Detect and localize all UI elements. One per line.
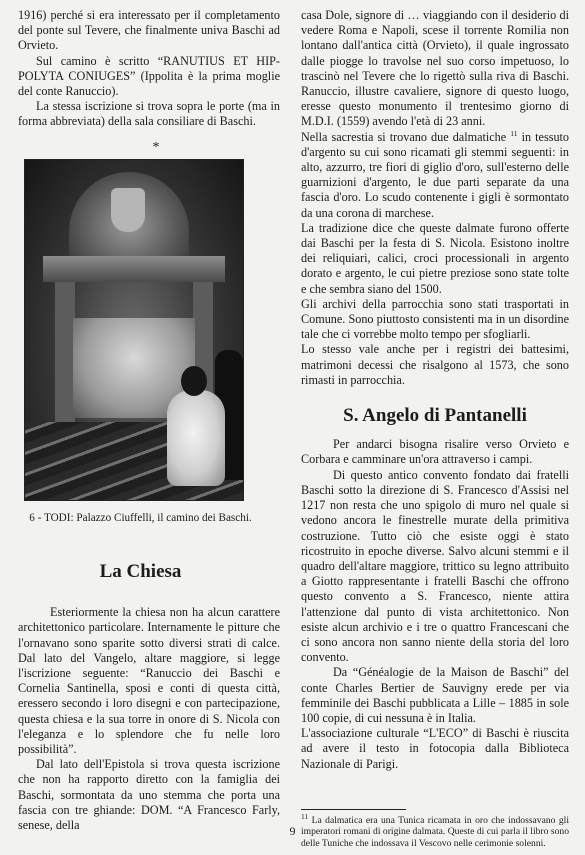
section-heading: S. Angelo di Pantanelli [343,405,527,427]
paragraph: Esteriormente la chiesa non ha alcun carattere architettonico particolare. Internamente le pitture che l'ornavano sono sparite sotto diversi strati di calce. Dal lato del Vangelo, altare maggiore, si legge l'iscrizione seguente: “Ranuccio dei Baschi e Cornelia Santinella, sposi e conti di questa città, eressero secondo i loro disegni e con partecipazione, questa chiesa e la sua torre in onore di S. Nicola con l'eleganza e lo splendore che fu nelle loro possibilità”. [18,605,280,757]
paragraph-text: in tessuto d'argento su cui sono ricamati gli stemmi seguenti: in alto, azzurro, tre fiori di giglio d'oro, sull'esterno delle guarnizioni d'argento, le due parti separate da una fascia d'oro. Lo scudo contenente i gigli è sormontato da una corona di marchese. [301,129,570,220]
paragraph: Sul camino è scritto “RANUTIUS ET HIP-POLYTA CONIUGES” (Ippolita è la prima moglie del conte Ranuccio). [18,53,280,99]
footnote-divider [301,809,406,810]
paragraph: casa Dole, signore di … viaggiando con il desiderio di vedere Roma e Napoli, scese il torrente Romilia non lontano dall'antica città (Orvieto), il quale ingrossato dalle piogge lo travolse nel suo corso impetuoso, lo trascinò nel Tevere che lo rigettò sulla riva di Baschi. Ranuccio, illustre cavaliere, signore di questo luogo, eresse questo monumento il trentesimo giorno di M.D.I. (1559) avendo l'età di 23 anni. [301,8,569,129]
photo-caption: 6 - TODI: Palazzo Ciuffelli, il camino dei Baschi. [29,511,252,524]
paragraph: Gli archivi della parrocchia sono stati trasportati in Comune. Sono piuttosto consistenti ma in un disordine tale che ci vorrebbe molto tempo per sfogliarli. [301,296,569,342]
paragraph: Di questo antico convento fondato dai fratelli Baschi sotto la direzione di S. Francesco d'Assisi nel 1217 non resta che uno spigolo di muro nel quale si vedono ancora le finestrelle murate della primitiva costruzione. Tutto ciò che esiste oggi è stato ricostruito in epoche diverse. Salvo alcuni stemmi e il quadro dell'altare maggiore, trittico su legno attribuito a Giotto rappresentante i fratelli Baschi che offrono questo convento a S. Francesco, niente attira l'attenzione dal punto di vista architettonico. Non esiste alcun archivio e i tre o quattro Francescani che ci sono ancora non sanno niente della storia del loro convento. [301,467,569,665]
paragraph: La tradizione dice che queste dalmate furono offerte dai Baschi per la festa di S. Nicola. Esistono inoltre dei reliquiari, calici, croci processionali in argento dorato e argento, le cui pietre preziose sono state tolte e che sembra siano del 1500. [301,220,569,296]
paragraph: Dal lato dell'Epistola si trova questa iscrizione che non ha rapporto diretto con la famiglia dei Baschi, sormontata da uno stemma che porta una fascia con tre ghiande: DOM. “A Francesco Farly, senese, della [18,757,280,833]
left-column [18,8,280,833]
paragraph: L'associazione culturale “L'ECO” di Baschi è riuscita ad avere il testo in fotocopia dalla Biblioteca Nazionale di Parigi. [301,726,569,771]
paragraph-text: Nella sacrestia si trovano due dalmatiche [301,129,507,144]
paragraph [301,130,569,221]
paragraph: 1916) perché si era interessato per il completamento del ponte sul Tevere, che finalmente univa Baschi ad Orvieto. [18,8,280,53]
footnote-reference: 11 [510,128,518,138]
section-heading: La Chiesa [99,561,182,583]
page-number: 9 [289,824,296,838]
paragraph: Lo stesso vale anche per i registri dei battesimi, matrimoni decessi che risalgono al 1573, che sono rimasti in parrocchia. [301,342,569,387]
section-separator: * [152,139,160,155]
paragraph: La stessa iscrizione si trova sopra le porte (ma in forma abbreviata) della sala consiliare di Baschi. [18,99,280,129]
paragraph: Per andarci bisogna risalire verso Orvieto e Corbara e camminare un'ora attraverso i campi. [301,437,569,467]
paragraph: Da “Généalogie de la Maison de Baschi” del conte Charles Bertier de Sauvigny erede per via femminile dei Baschi pubblicata a Lille – 1885 in sole 100 copie, di cui nessuna è in Italia. [301,665,569,725]
fireplace-photo [24,159,244,501]
right-column [301,8,569,850]
footnote-marker: 11 [301,811,309,821]
footnote-text: La dalmatica era una Tunica ricamata in oro che indossavano gli imperatori romani di origine dalmata. Queste di cui parla il libro sono delle Tuniche che indossava il Vescovo nelle cerimonie solenni. [301,814,569,849]
